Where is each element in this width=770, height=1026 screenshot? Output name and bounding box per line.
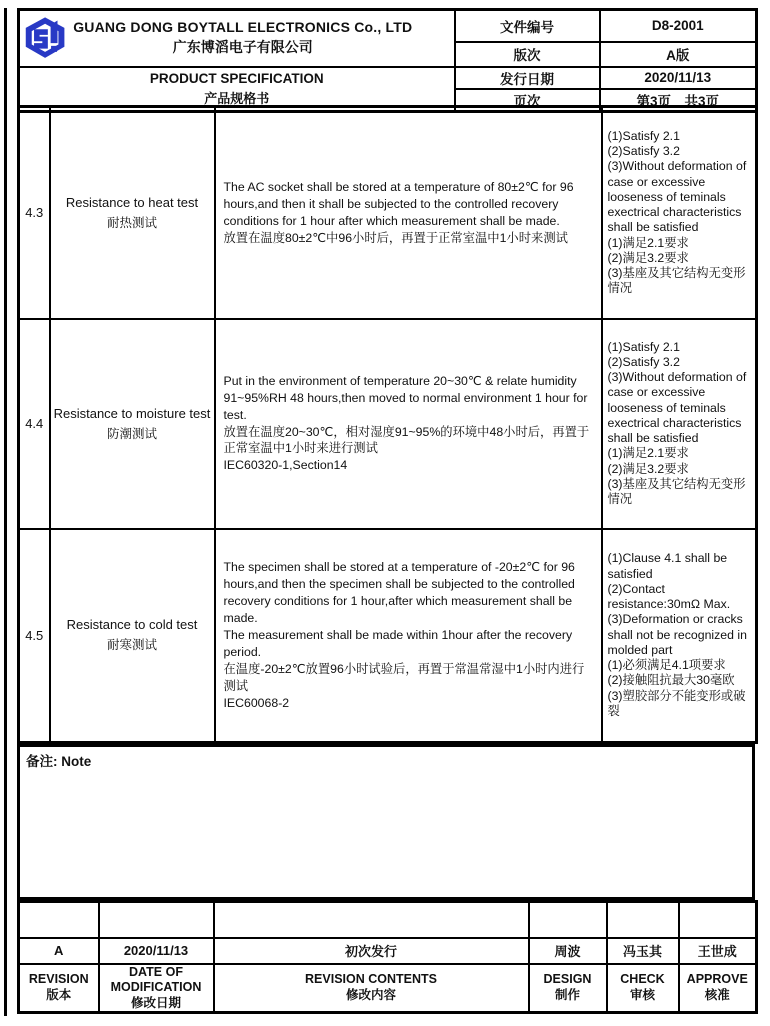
revision-contents: 初次发行	[214, 938, 529, 964]
criteria-line: (1)满足2.1要求	[607, 235, 689, 250]
field-label-document-number: 文件编号	[455, 10, 600, 42]
description-paragraph: 放置在温度20~30℃，相对湿度91~95%的环境中48小时后，再置于正常室温中1小时来进行测试	[223, 424, 590, 456]
column-header-cn: 修改内容	[345, 987, 396, 1002]
test-table	[17, 105, 758, 744]
test-name-cell	[50, 107, 215, 319]
column-header-check	[607, 964, 679, 1013]
test-row-4-4	[19, 319, 757, 529]
test-row-4-5	[19, 529, 757, 743]
document-title-en: PRODUCT SPECIFICATION	[149, 70, 324, 86]
criteria-line: (2)Contact resistance:30mΩ Max.	[607, 581, 731, 612]
column-header-design	[529, 964, 607, 1013]
note-label: 备注: Note	[26, 754, 92, 769]
header-row-3	[19, 67, 757, 89]
test-number: 4.3	[19, 107, 50, 319]
column-header-en: CHECK	[620, 972, 665, 987]
company-name	[72, 19, 454, 57]
column-header-en: DATE OF MODIFICATION	[110, 964, 202, 995]
empty-cell	[99, 902, 214, 938]
revision-value: A	[19, 938, 99, 964]
criteria-line: (3)基座及其它结构无变形情况	[607, 266, 746, 296]
column-header-en: DESIGN	[543, 972, 592, 987]
field-value-page-number: 第3页 共3页	[600, 89, 757, 112]
empty-cell	[679, 902, 757, 938]
description-paragraph: The AC socket shall be stored at a temperature of 80±2℃ for 96 hours,and then it shall be subjected to the controlled recovery conditions for 1 hour after which measurement shall be made.	[223, 179, 574, 228]
criteria-line: (3)塑胶部分不能变形或破裂	[607, 688, 746, 718]
test-name-cn: 防潮测试	[106, 426, 157, 441]
column-header-cn: 修改日期	[130, 995, 181, 1010]
test-name-en: Resistance to heat test	[65, 194, 199, 210]
note-section	[17, 744, 755, 900]
checker-name: 冯玉其	[607, 938, 679, 964]
document-title-cn: 产品规格书	[204, 90, 270, 106]
criteria-line: (2)接触阻抗最大30毫欧	[607, 673, 735, 688]
description-paragraph: The specimen shall be stored at a temperature of -20±2℃ for 96 hours,and then the specimen shall be subjected to the controlled recovery conditions for 1 hour,after which measurement shall be made.	[223, 559, 575, 625]
empty-cell	[19, 902, 99, 938]
company-name-en: GUANG DONG BOYTALL ELECTRONICS Co., LTD	[73, 19, 413, 36]
approver-name: 王世成	[679, 938, 757, 964]
column-header-cn: 审核	[629, 987, 655, 1002]
test-description-cell	[215, 319, 602, 529]
test-criteria-cell	[602, 107, 757, 319]
header-row-1	[19, 10, 757, 42]
company-name-cn: 广东博滔电子有限公司	[172, 39, 313, 56]
test-description-cell	[215, 107, 602, 319]
revision-table	[17, 900, 758, 1014]
test-name-en: Resistance to cold test	[66, 617, 198, 633]
column-header-en: REVISION CONTENTS	[305, 972, 437, 987]
description-paragraph: The measurement shall be made within 1hour after the recovery period.	[223, 627, 573, 659]
header-table	[17, 8, 758, 113]
column-header-revision	[19, 964, 99, 1013]
empty-cell	[214, 902, 529, 938]
test-name-cell	[50, 319, 215, 529]
column-header-contents	[214, 964, 529, 1013]
test-name-cn: 耐寒测试	[106, 638, 157, 653]
test-name-cn: 耐热测试	[106, 215, 157, 230]
empty-cell	[607, 902, 679, 938]
field-value-issue-date: 2020/11/13	[600, 67, 757, 89]
scan-edge-strip	[4, 8, 7, 1016]
description-paragraph: 放置在温度80±2℃中96小时后，再置于正常室温中1小时来测试	[223, 230, 568, 245]
designer-name: 周波	[529, 938, 607, 964]
column-header-en: REVISION	[28, 972, 89, 987]
test-number: 4.4	[19, 319, 50, 529]
column-header-date	[99, 964, 214, 1013]
criteria-line: (1)Satisfy 2.1	[607, 128, 680, 143]
column-header-approve	[679, 964, 757, 1013]
column-header-en: APPROVE	[686, 972, 748, 987]
boytall-logo-icon	[20, 16, 72, 61]
revision-entry-row	[19, 938, 757, 964]
criteria-line: (1)必须满足4.1项要求	[607, 658, 726, 673]
empty-cell	[529, 902, 607, 938]
column-header-cn: 版本	[46, 987, 72, 1002]
column-header-cn: 核准	[704, 987, 730, 1002]
description-paragraph: Put in the environment of temperature 20~30℃ & relate humidity 91~95%RH 48 hours,then moved to normal environment 1 hour for test.	[223, 373, 588, 422]
criteria-line: (3)Deformation or cracks shall not be recognized in molded part	[607, 612, 747, 657]
test-description-cell	[215, 529, 602, 743]
criteria-line: (3)Without deformation of case or excessive looseness of teminals exectrical characteristics shall be satisfied	[607, 370, 747, 446]
column-header-cn: 制作	[554, 987, 580, 1002]
test-number: 4.5	[19, 529, 50, 743]
criteria-line: (1)Clause 4.1 shall be satisfied	[607, 551, 728, 581]
field-label-version: 版次	[455, 42, 600, 67]
test-name-cell	[50, 529, 215, 743]
criteria-line: (2)Satisfy 3.2	[607, 144, 680, 159]
criteria-line: (2)Satisfy 3.2	[607, 354, 680, 369]
description-paragraph: 在温度-20±2℃放置96小时试验后，再置于常温常湿中1小时内进行测试	[223, 661, 585, 693]
criteria-line: (2)满足3.2要求	[607, 250, 689, 265]
description-paragraph: IEC60068-2	[223, 695, 290, 710]
field-label-page-number: 页次	[455, 89, 600, 112]
test-criteria-cell	[602, 529, 757, 743]
company-cell	[19, 10, 455, 67]
criteria-line: (3)Without deformation of case or excessive looseness of teminals exectrical characteristics shall be satisfied	[607, 159, 747, 235]
criteria-line: (3)基座及其它结构无变形情况	[607, 476, 746, 507]
field-value-version: A版	[600, 42, 757, 67]
test-criteria-cell	[602, 319, 757, 529]
criteria-line: (1)满足2.1要求	[607, 446, 689, 461]
criteria-line: (1)Satisfy 2.1	[607, 339, 680, 354]
description-paragraph: IEC60320-1,Section14	[223, 458, 348, 473]
test-name-en: Resistance to moisture test	[53, 405, 211, 421]
criteria-line: (2)满足3.2要求	[607, 461, 689, 476]
test-row-4-3	[19, 107, 757, 319]
field-value-document-number: D8-2001	[600, 10, 757, 42]
revision-empty-row	[19, 902, 757, 938]
revision-header-row	[19, 964, 757, 1013]
field-label-issue-date: 发行日期	[455, 67, 600, 89]
modification-date: 2020/11/13	[99, 938, 214, 964]
